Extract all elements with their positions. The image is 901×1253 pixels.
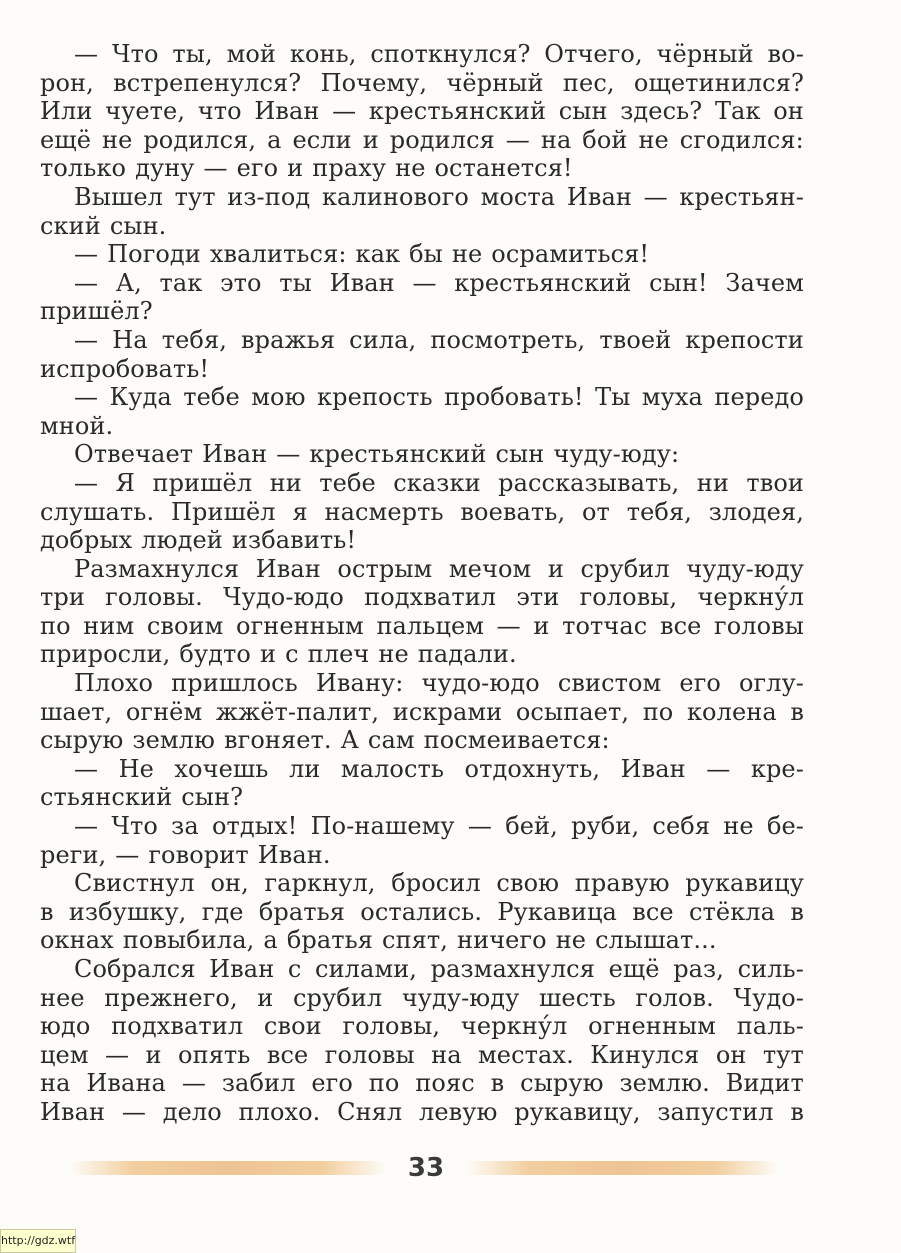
text-line: рон, встрепенулся? Почему, чёрный пес, ощетинился? xyxy=(40,68,804,97)
text-line: Отвечает Иван — крестьянский сын чуду-юду: xyxy=(74,440,680,469)
text-line: — Погоди хвалиться: как бы не осрамиться! xyxy=(74,240,650,269)
text-line: Или чуете, что Иван — крестьянский сын здесь? Так он xyxy=(40,97,804,126)
text-line: приросли, будто и с плеч не падали. xyxy=(40,640,517,669)
text-line: Вышел тут из-под калинового моста Иван — крестьян- xyxy=(74,182,804,211)
text-line: цем — и опять все головы на местах. Кинулся он тут xyxy=(40,1040,804,1069)
text-line: Плохо пришлось Ивану: чудо-юдо свистом его оглу- xyxy=(74,669,804,698)
text-line: по ним своим огненным пальцем — и тотчас все головы xyxy=(40,611,804,640)
text-line: мной. xyxy=(40,411,114,440)
text-line: стьянский сын? xyxy=(40,783,244,812)
text-line: шает, огнём жжёт-палит, искрами осыпает, по колена в xyxy=(40,697,804,726)
text-line: — Я пришёл ни тебе сказки рассказывать, ни твои xyxy=(74,468,804,497)
watermark-link[interactable]: http://gdz.wtf xyxy=(0,1229,76,1253)
text-line: Свистнул он, гаркнул, бросил свою правую рукавицу xyxy=(74,869,804,898)
text-line: — Куда тебе мою крепость пробовать! Ты муха передо xyxy=(74,383,804,412)
text-line: окнах повыбила, а братья спят, ничего не слышат... xyxy=(40,926,717,955)
text-line: испробовать! xyxy=(40,354,210,383)
text-line: пришёл? xyxy=(40,297,153,326)
text-line: слушать. Пришёл я насмерть воевать, от тебя, злодея, xyxy=(40,497,804,526)
page-number: 33 xyxy=(407,1153,445,1183)
text-line: ский сын. xyxy=(40,211,167,240)
text-line: — Что за отдых! По-нашему — бей, руби, себя не бе- xyxy=(74,812,804,841)
text-line: — Что ты, мой конь, споткнулся? Отчего, чёрный во- xyxy=(74,40,804,68)
text-line: — На тебя, вражья сила, посмотреть, твоей крепости xyxy=(74,325,804,354)
footer-decor-left xyxy=(70,1161,386,1175)
text-line: в избушку, где братья остались. Рукавица все стёкла в xyxy=(40,897,804,926)
text-line: только дуну — его и праху не останется! xyxy=(40,154,573,183)
text-line: юдо подхватил свои головы, черкну́л огненным паль- xyxy=(40,1012,804,1041)
text-line: три головы. Чудо-юдо подхватил эти головы, черкну́л xyxy=(40,583,804,612)
text-line: — А, так это ты Иван — крестьянский сын! Зачем xyxy=(74,268,804,297)
text-line: Иван — дело плохо. Снял левую рукавицу, запустил в xyxy=(40,1097,804,1126)
text-line: Размахнулся Иван острым мечом и срубил чуду-юду xyxy=(74,554,804,583)
page-footer xyxy=(0,1153,901,1183)
text-line: Собрался Иван с силами, размахнулся ещё раз, силь- xyxy=(74,955,804,983)
text-line: нее прежнего, и срубил чуду-юду шесть голов. Чудо- xyxy=(40,983,804,1012)
footer-decor-right xyxy=(466,1161,778,1175)
text-line: добрых людей избавить! xyxy=(40,526,357,555)
text-line: сырую землю вгоняет. А сам посмеивается: xyxy=(40,726,610,755)
page-text xyxy=(40,40,804,1127)
text-line: ещё не родился, а если и родился — на бой не сгодился: xyxy=(40,125,804,154)
text-line: на Ивана — забил его по пояс в сырую землю. Видит xyxy=(40,1069,804,1098)
text-line: — Не хочешь ли малость отдохнуть, Иван — кре- xyxy=(74,754,804,783)
text-line: реги, — говорит Иван. xyxy=(40,840,331,869)
